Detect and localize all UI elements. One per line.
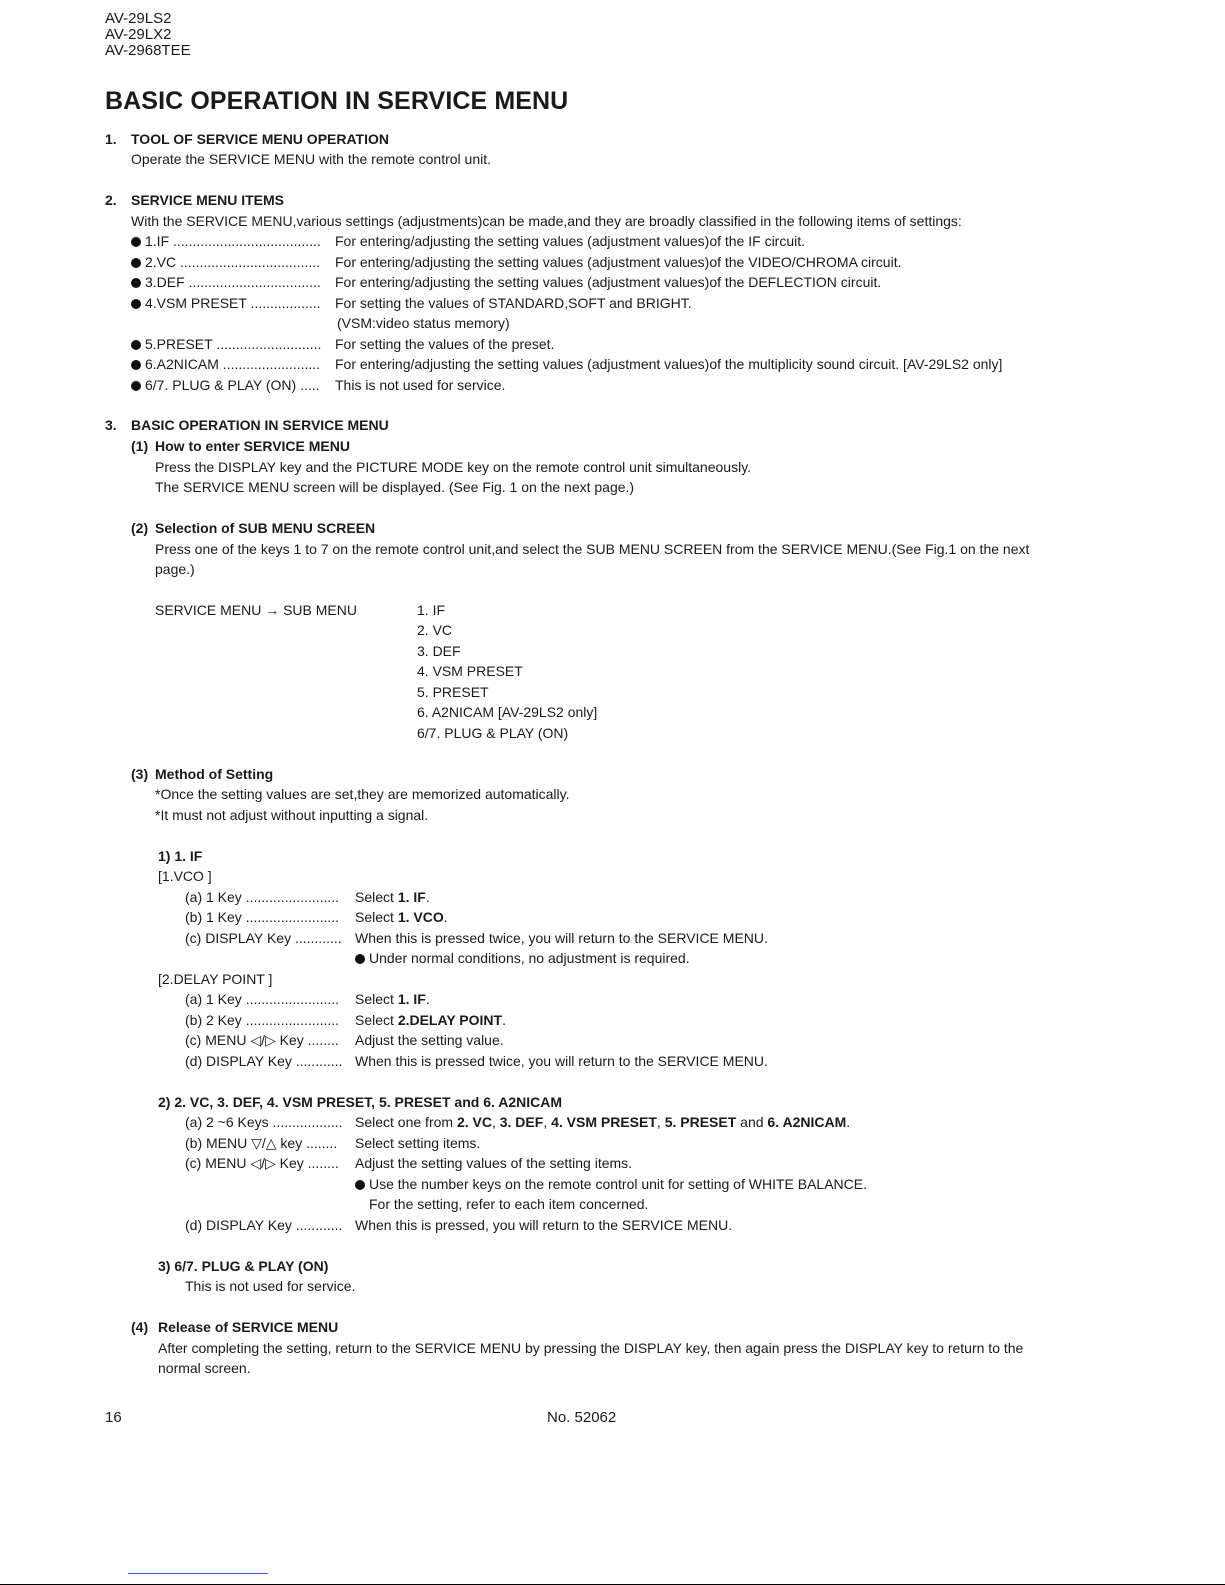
paragraph: After completing the setting, return to the SERVICE MENU by pressing the DISPLAY key, then again press the DISPLAY key to return to the bbox=[158, 1340, 1024, 1356]
subsection-heading: Selection of SUB MENU SCREEN bbox=[155, 520, 376, 536]
step-row: (a) 1 Key ........................ Select 1. IF. bbox=[185, 889, 430, 905]
submenu-item: 3. DEF bbox=[417, 643, 461, 659]
paragraph: page.) bbox=[155, 561, 195, 577]
paragraph: normal screen. bbox=[158, 1360, 251, 1376]
section-heading: BASIC OPERATION IN SERVICE MENU bbox=[131, 417, 389, 433]
paragraph: Press one of the keys 1 to 7 on the remote control unit,and select the SUB MENU SCREEN from the SERVICE MENU.(See Fig.1 on the next bbox=[155, 541, 1030, 557]
list-item-note: (VSM:video status memory) bbox=[337, 315, 510, 331]
section-number: 3. bbox=[105, 417, 117, 433]
bullet-icon bbox=[131, 340, 141, 350]
list-item: 3.DEF .................................. For entering/adjusting the setting values (adjustment values)of the DEFLECTION circuit. bbox=[131, 273, 881, 291]
model-number: AV-29LX2 bbox=[105, 26, 172, 43]
bullet-icon bbox=[355, 954, 365, 964]
submenu-item: 6. A2NICAM [AV-29LS2 only] bbox=[417, 704, 598, 720]
menu-flow: SERVICE MENU → SUB MENU bbox=[155, 602, 357, 618]
section-text: With the SERVICE MENU,various settings (adjustments)can be made,and they are broadly classified in the following items of settings: bbox=[131, 213, 962, 229]
list-item: 6/7. PLUG & PLAY (ON) ..... This is not used for service. bbox=[131, 376, 505, 394]
subsection-heading: Release of SERVICE MENU bbox=[158, 1319, 339, 1335]
document-number: No. 52062 bbox=[547, 1409, 617, 1426]
submenu-item: 5. PRESET bbox=[417, 684, 489, 700]
step-row: (d) DISPLAY Key ............ When this is pressed, you will return to the SERVICE MENU. bbox=[185, 1217, 733, 1233]
step-row: (a) 1 Key ........................ Select 1. IF. bbox=[185, 991, 430, 1007]
paragraph: This is not used for service. bbox=[185, 1278, 356, 1294]
submenu-item: 4. VSM PRESET bbox=[417, 663, 523, 679]
bullet-icon bbox=[131, 258, 141, 268]
step-group-label: [2.DELAY POINT ] bbox=[158, 971, 273, 987]
subsection-label: (1) bbox=[131, 438, 149, 454]
note: *Once the setting values are set,they are memorized automatically. bbox=[155, 786, 570, 802]
step-note: For the setting, refer to each item concerned. bbox=[369, 1196, 649, 1212]
subsection-label: (2) bbox=[131, 520, 149, 536]
page-number: 16 bbox=[105, 1409, 122, 1426]
list-item: 6.A2NICAM ......................... For entering/adjusting the setting values (adjustment values)of the multiplicity sound circuit. [AV-29LS2 only] bbox=[131, 355, 1002, 373]
section-heading: TOOL OF SERVICE MENU OPERATION bbox=[131, 131, 389, 147]
note: *It must not adjust without inputting a signal. bbox=[155, 807, 429, 823]
step-row: (c) MENU ◁/▷ Key ........ Adjust the setting values of the setting items. bbox=[185, 1155, 633, 1171]
bullet-icon bbox=[131, 381, 141, 391]
subsection-label: (4) bbox=[131, 1319, 149, 1335]
step-group-label: [1.VCO ] bbox=[158, 868, 212, 884]
step-heading: 1) 1. IF bbox=[158, 848, 203, 864]
subsection-label: (3) bbox=[131, 766, 149, 782]
list-item: 2.VC .................................... For entering/adjusting the setting values (adjustment values)of the VIDEO/CHROMA circuit. bbox=[131, 253, 901, 271]
bullet-icon bbox=[131, 278, 141, 288]
page-title: BASIC OPERATION IN SERVICE MENU bbox=[105, 87, 569, 115]
step-note: Under normal conditions, no adjustment is required. bbox=[355, 949, 690, 967]
submenu-item: 6/7. PLUG & PLAY (ON) bbox=[417, 725, 569, 741]
step-note: Use the number keys on the remote control unit for setting of WHITE BALANCE. bbox=[355, 1175, 867, 1193]
section-text: Operate the SERVICE MENU with the remote control unit. bbox=[131, 151, 492, 167]
bullet-icon bbox=[131, 237, 141, 247]
step-heading: 3) 6/7. PLUG & PLAY (ON) bbox=[158, 1258, 329, 1274]
step-row: (b) 1 Key ........................ Select 1. VCO. bbox=[185, 909, 448, 925]
subsection-heading: How to enter SERVICE MENU bbox=[155, 438, 350, 454]
step-row: (d) DISPLAY Key ............ When this is pressed twice, you will return to the SERVICE MENU. bbox=[185, 1053, 768, 1069]
paragraph: The SERVICE MENU screen will be displayed. (See Fig. 1 on the next page.) bbox=[155, 479, 635, 495]
step-row: (b) MENU ▽/△ key ........ Select setting items. bbox=[185, 1135, 481, 1151]
bullet-icon bbox=[131, 360, 141, 370]
submenu-item: 2. VC bbox=[417, 622, 453, 638]
step-row: (c) MENU ◁/▷ Key ........ Adjust the setting value. bbox=[185, 1032, 504, 1048]
list-item: 4.VSM PRESET .................. For setting the values of STANDARD,SOFT and BRIGHT. bbox=[131, 294, 692, 312]
step-row: (b) 2 Key ........................ Select 2.DELAY POINT. bbox=[185, 1012, 506, 1028]
model-number: AV-2968TEE bbox=[105, 42, 191, 59]
bullet-icon bbox=[131, 299, 141, 309]
section-number: 2. bbox=[105, 192, 117, 208]
step-heading: 2) 2. VC, 3. DEF, 4. VSM PRESET, 5. PRESET and 6. A2NICAM bbox=[158, 1094, 563, 1110]
step-row: (a) 2 ~6 Keys .................. Select one from 2. VC, 3. DEF, 4. VSM PRESET, 5. PRESET and 6. A2NICAM. bbox=[185, 1114, 851, 1130]
step-row: (c) DISPLAY Key ............ When this is pressed twice, you will return to the SERVICE MENU. bbox=[185, 930, 768, 946]
list-item: 1.IF ...................................... For entering/adjusting the setting values (adjustment values)of the IF circuit. bbox=[131, 232, 805, 250]
model-number: AV-29LS2 bbox=[105, 10, 172, 27]
submenu-item: 1. IF bbox=[417, 602, 446, 618]
section-number: 1. bbox=[105, 131, 117, 147]
bullet-icon bbox=[355, 1180, 365, 1190]
paragraph: Press the DISPLAY key and the PICTURE MODE key on the remote control unit simultaneously. bbox=[155, 459, 752, 475]
link-underline[interactable] bbox=[128, 1573, 268, 1574]
section-heading: SERVICE MENU ITEMS bbox=[131, 192, 284, 208]
subsection-heading: Method of Setting bbox=[155, 766, 274, 782]
list-item: 5.PRESET ........................... For setting the values of the preset. bbox=[131, 335, 554, 353]
